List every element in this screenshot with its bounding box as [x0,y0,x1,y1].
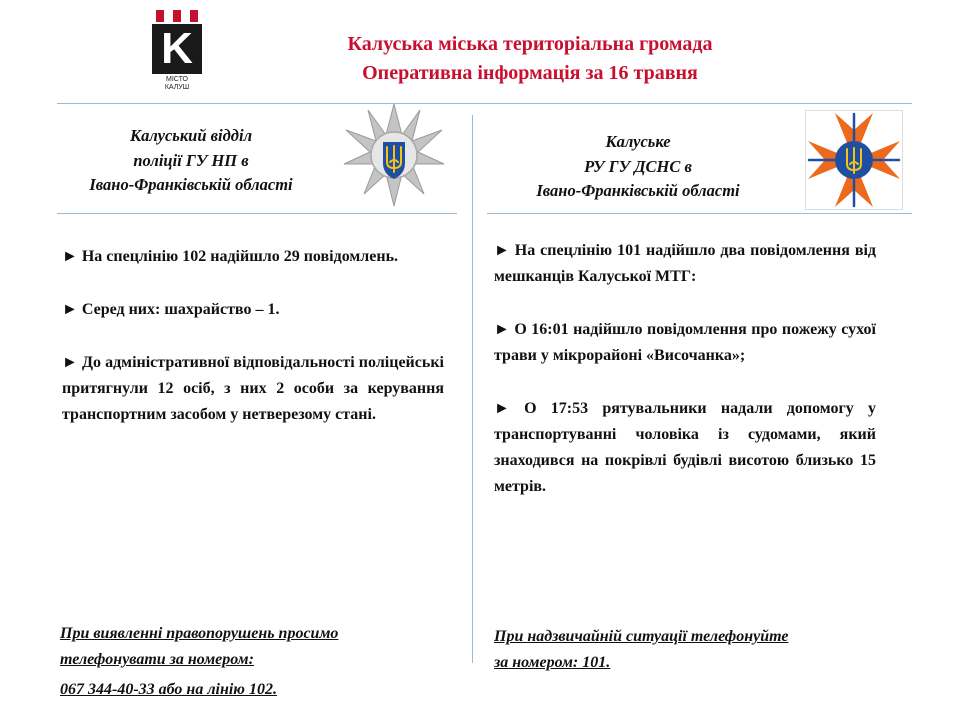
header-divider [57,103,912,104]
city-logo [152,10,202,92]
logo-caption: МІСТО КАЛУШ [164,76,190,91]
page-title [250,30,810,88]
police-header-divider [57,213,457,214]
column-divider [472,115,473,663]
police-item: ► До адміністративної відповідальності поліцейські притягнули 12 осіб, з них 2 особи за керування транспортним засобом у нетверезому стані. [62,354,444,423]
police-org-name: Калуський відділ поліції ГУ НП в Івано-Франківській області [89,126,293,194]
dsns-phone: за номером: 101. [494,654,611,671]
dsns-report [494,238,876,500]
dsns-org-name: Калуське РУ ГУ ДСНС в Івано-Франківській області [536,132,740,200]
police-contact-note: При виявленні правопорушень просимо телефонувати за номером: 067 344-40-33 або на лінію 102. [60,621,460,703]
dsns-item: ► О 16:01 надійшло повідомлення про пожежу сухої трави у мікрорайоні «Височанка»; [494,321,876,364]
title-line-1: Калуська міська територіальна громада [347,33,713,55]
dsns-item: ► На спецлінію 101 надійшло два повідомлення від мешканців Калуської МТГ: [494,242,876,285]
logo-letter: K [152,24,202,74]
police-phone: 067 344-40-33 або на лінію 102. [60,681,277,698]
dsns-header-divider [487,213,912,214]
dsns-cross-emblem [805,110,903,210]
police-item: ► Серед них: шахрайство – 1. [62,301,280,318]
dsns-contact-note: При надзвичайній ситуації телефонуйте за номером: 101. [494,624,904,676]
police-report [62,244,444,428]
title-line-2: Оперативна інформація за 16 травня [362,62,698,84]
police-item: ► На спецлінію 102 надійшло 29 повідомлень. [62,248,399,265]
castle-tower-icon [156,10,198,22]
dsns-item: ► О 17:53 рятувальники надали допомогу у транспортуванні чоловіка із судомами, який знаходився на покрівлі будівлі висотою близько 15 метрів. [494,400,876,495]
police-star-emblem [342,102,446,208]
